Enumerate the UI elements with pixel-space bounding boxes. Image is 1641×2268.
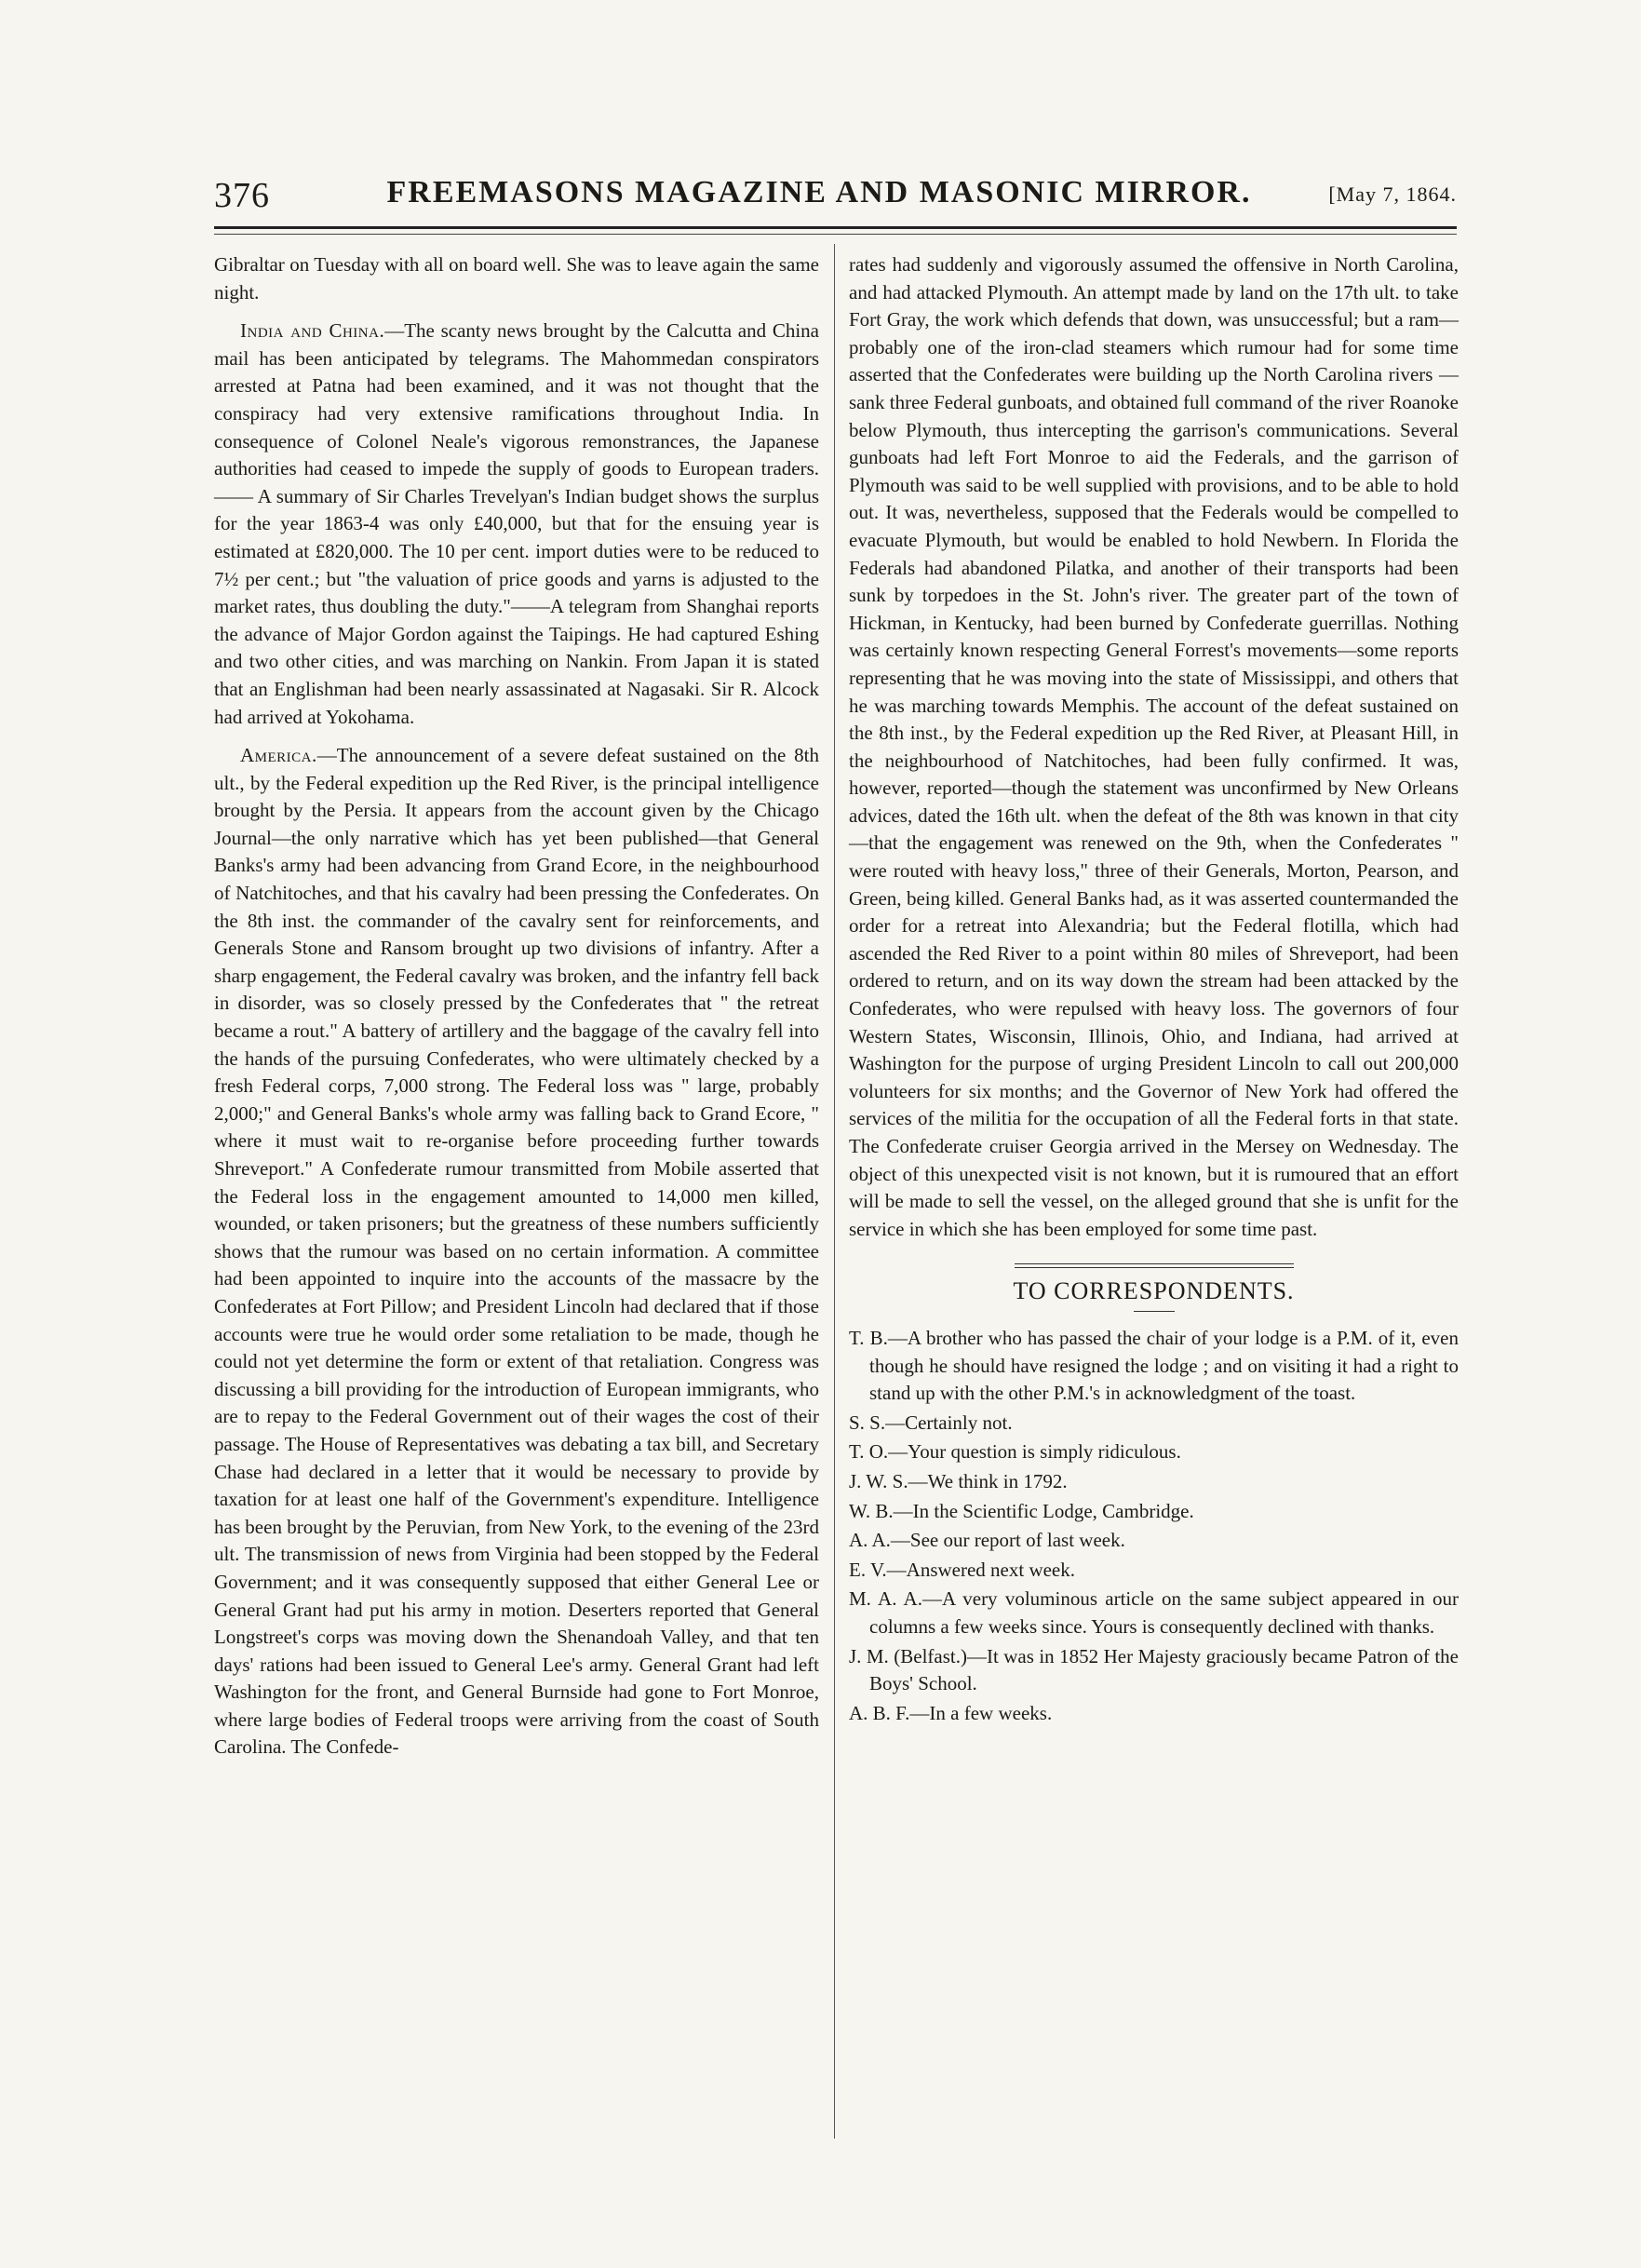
correspondent-reply: A. A.—See our report of last week. bbox=[849, 1529, 1125, 1552]
correspondent-reply: W. B.—In the Scientific Lodge, Cambridge. bbox=[849, 1499, 1194, 1522]
india-china-text: —The scanty news brought by the Calcutta and China mail has been anticipated by telegrams. The Mahommedan conspirators arrested at Patna had been examined, and it was not thought that the conspiracy had very extensive ramifications throughout India. In consequence of Colonel Neale's vigorous remonstrances, the Japanese authorities had ceased to impede the supply of goods to European traders.—— A summary of Sir Charles Trevelyan's Indian budget shows the surplus for the year 1863-4 was only £40,000, but that for the ensuing year is estimated at £820,000. The 10 per cent. import duties were to be reduced to 7½ per cent.; but "the valuation of price goods and yarns is adjusted to the market rates, thus doubling the duty."——A telegram from Shanghai reports the advance of Major Gordon against the Taipings. He had captured Eshing and two other cities, and was marching on Nankin. From Japan it is stated that an Englishman had been nearly assassinated at Nagasaki. Sir R. Alcock had arrived at Yokohama. bbox=[214, 319, 820, 728]
correspondent-reply: A. B. F.—In a few weeks. bbox=[849, 1701, 1053, 1724]
india-china-heading: India and China. bbox=[240, 319, 385, 343]
correspondent-reply: M. A. A.—A very voluminous article on the same subject appeared in our columns a few weeks since. Yours is consequently declined with thanks. bbox=[849, 1587, 1459, 1638]
page-header bbox=[214, 175, 1457, 222]
header-rule bbox=[214, 226, 1457, 229]
heading-underline bbox=[1134, 1311, 1175, 1312]
america-heading: America. bbox=[240, 744, 317, 767]
america-paragraph bbox=[214, 742, 819, 1762]
correspondent-reply: T. B.—A brother who has passed the chair of your lodge is a P.M. of it, even though he should have resigned the lodge ; and on visiting it had a right to stand up with the other P.M.'s in acknowledgment of the toast. bbox=[849, 1326, 1459, 1405]
correspondent-reply: S. S.—Certainly not. bbox=[849, 1411, 1013, 1434]
correspondent-reply: J. W. S.—We think in 1792. bbox=[849, 1469, 1068, 1492]
opening-paragraph: Gibraltar on Tuesday with all on board well. She was to leave again the same night. bbox=[214, 253, 819, 304]
section-divider bbox=[1015, 1263, 1294, 1268]
column-divider bbox=[834, 244, 835, 2139]
right-column bbox=[849, 251, 1459, 1729]
page-number: 376 bbox=[214, 176, 270, 215]
correspondent-reply: J. M. (Belfast.)—It was in 1852 Her Majesty graciously became Patron of the Boys' School. bbox=[849, 1644, 1459, 1695]
issue-date: [May 7, 1864. bbox=[1328, 182, 1457, 206]
masthead-title: FREEMASONS MAGAZINE AND MASONIC MIRROR. bbox=[386, 175, 1252, 209]
correspondent-reply: T. O.—Your question is simply ridiculous. bbox=[849, 1440, 1181, 1464]
correspondents-list bbox=[849, 1325, 1459, 1727]
left-column bbox=[214, 251, 819, 1773]
india-china-paragraph bbox=[214, 317, 819, 731]
correspondents-heading: TO CORRESPONDENTS. bbox=[1013, 1277, 1295, 1305]
header-rule-thin bbox=[214, 234, 1457, 235]
correspondent-reply: E. V.—Answered next week. bbox=[849, 1558, 1076, 1581]
america-continuation: rates had suddenly and vigorously assumed the offensive in North Carolina, and had attacked Plymouth. An attempt made by land on the 17th ult. to take Fort Gray, the work which defends that down, was unsuccessful; but a ram—probably one of the iron-clad steamers which rumour had for some time asserted that the Confederates were building up the North Carolina rivers — sank three Federal gunboats, and obtained full command of the river Roanoke below Plymouth, thus intercepting the garrison's communications. Several gunboats had left Fort Monroe to aid the Federals, and the garrison of Plymouth was said to be well supplied with provisions, and to be able to hold out. It was, nevertheless, supposed that the Federals would be compelled to evacuate Plymouth, but would be enabled to hold Newbern. In Florida the Federals had abandoned Pilatka, and another of their transports had been sunk by torpedoes in the St. John's river. The greater part of the town of Hickman, in Kentucky, had been burned by Confederate guerrillas. Nothing was certainly known respecting General Forrest's movements—some reports representing that he was moving into the state of Mississippi, and others that he was marching towards Memphis. The account of the defeat sustained on the 8th inst., by the Federal expedition up the Red River, at Pleasant Hill, in the neighbourhood of Natchitoches, had been fully confirmed. It was, however, reported—though the statement was unconfirmed by New Orleans advices, dated the 16th ult. when the defeat of the 8th was known in that city—that the engagement was renewed on the 9th, when the Confederates " were routed with heavy loss," three of their Generals, Morton, Pearson, and Green, being killed. General Banks had, as it was asserted countermanded the order for a retreat into Alexandria; but the Federal flotilla, which had ascended the Red River to a point within 80 miles of Shreveport, had been ordered to return, and on its way down the stream had been attacked by the Confederates, who were repulsed with heavy loss. The governors of four Western States, Wisconsin, Illinois, Ohio, and Indiana, had arrived at Washington for the purpose of urging President Lincoln to call out 200,000 volunteers for six months; and the Governor of New York had offered the services of the militia for the occupation of all the Federal forts in that state. The Confederate cruiser Georgia arrived in the Mersey on Wednesday. The object of this unexpected visit is not known, but it is rumoured that an effort will be made to sell the vessel, on the alleged ground that she is unfit for the service in which she has been employed for some time past. bbox=[849, 253, 1459, 1240]
america-text: —The announcement of a severe defeat sustained on the 8th ult., by the Federal expedition up the Red River, is the principal intelligence brought by the Persia. It appears from the account given by the Chicago Journal—the only narrative which has yet been published—that General Banks's army had been advancing from Grand Ecore, in the neighbourhood of Natchitoches, and that his cavalry had been pressing the Confederates. On the 8th inst. the commander of the cavalry sent for reinforcements, and Generals Stone and Ransom brought up two divisions of infantry. After a sharp engagement, the Federal cavalry was broken, and the infantry fell back in disorder, was so closely pressed by the Confederates that " the retreat became a rout." A battery of artillery and the baggage of the cavalry fell into the hands of the pursuing Confederates, who were ultimately checked by a fresh Federal corps, 7,000 strong. The Federal loss was " large, probably 2,000;" and General Banks's whole army was falling back to Grand Ecore, " where it must wait to re-organise before proceeding further towards Shreveport." A Confederate rumour transmitted from Mobile asserted that the Federal loss in the engagement amounted to 14,000 men killed, wounded, or taken prisoners; but the greatness of these numbers sufficiently shows that the rumour was based on no certain information. A committee had been appointed to inquire into the accounts of the massacre by the Confederates at Fort Pillow; and President Lincoln had declared that if those accounts were true he would order some retaliation to be made, though he could not yet determine the form or extent of that retaliation. Congress was discussing a bill providing for the introduction of European immigrants, who are to repay to the Federal Government out of their wages the cost of their passage. The House of Representatives was debating a tax bill, and Secretary Chase had declared in a letter that it would be necessary to provide by taxation for at least one half of the Government's expenditure. Intelligence has been brought by the Peruvian, from New York, to the evening of the 23rd ult. The transmission of news from Virginia had been stopped by the Federal Government; and it was consequently supposed that either General Lee or General Grant had put his army in motion. Deserters reported that General Longstreet's corps was moving down the Shenandoah Valley, and that ten days' rations had been issued to General Lee's army. General Grant had left Washington for the front, and General Burnside had gone to Fort Monroe, where large bodies of Federal troops were arriving from the coast of South Carolina. The Confede- bbox=[214, 744, 819, 1759]
